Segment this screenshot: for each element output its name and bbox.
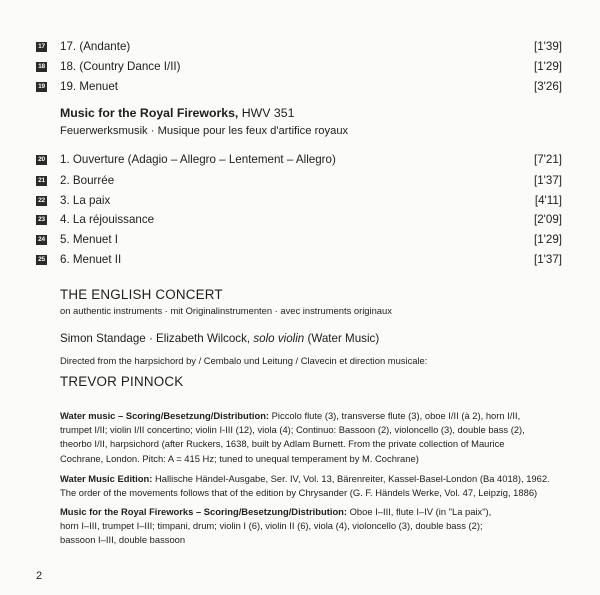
work-subtitle: Feuerwerksmusik · Musique pour les feux d'artifice royaux [60, 125, 349, 137]
track-number-badge: 20 [36, 155, 47, 165]
track-title: 4. La réjouissance [60, 213, 155, 226]
track-row [36, 192, 562, 210]
note-label: Water music – Scoring/Besetzung/Distribution: [60, 410, 270, 421]
direction-credit: Directed from the harpsichord by / Cembalo und Leitung / Clavecin et direction musicale: [60, 355, 428, 366]
track-number-badge: 23 [36, 215, 47, 225]
track-duration: [3'26] [534, 80, 562, 93]
track-title: 18. (Country Dance I/II) [60, 60, 181, 73]
note-line: bassoon I–III, double bassoon [60, 534, 186, 546]
note-text: Oboe I–III, flute I–IV (in "La paix"), [347, 506, 492, 517]
water-music-edition [60, 472, 560, 500]
track-title: 3. La paix [60, 194, 111, 207]
work-catalog-number: HWV 351 [241, 106, 295, 120]
track-title: 1. Ouverture (Adagio – Allegro – Lentement – Allegro) [60, 153, 336, 166]
track-title: 6. Menuet II [60, 253, 122, 266]
page-number: 2 [36, 570, 43, 582]
note-line: theorbo I/II, harpsichord (after Ruckers, 1638, built by Adlam Burnett. From the private collection of Maurice [60, 438, 505, 450]
track-row [36, 78, 562, 96]
track-duration: [4'11] [534, 194, 562, 207]
soloist-role: solo violin [253, 332, 305, 345]
note-text: Piccolo flute (3), transverse flute (3), oboe I/II (à 2), horn I/II, [269, 410, 521, 421]
track-title: 17. (Andante) [60, 40, 131, 53]
soloist-note: (Water Music) [304, 332, 380, 345]
track-row [36, 172, 562, 190]
track-number-badge: 22 [36, 196, 47, 206]
track-row [36, 251, 562, 269]
track-duration: [2'09] [534, 213, 562, 226]
track-duration: [1'37] [534, 253, 562, 266]
conductor-name: TREVOR PINNOCK [60, 374, 184, 389]
note-label: Water Music Edition: [60, 473, 153, 484]
note-line: horn I–III, trumpet I–III; timpani, drum; violin I (6), violin II (6), viola (4), violoncello (3), double bass (2); [60, 520, 483, 532]
track-duration: [1'39] [534, 40, 562, 53]
track-row [36, 151, 562, 169]
track-duration: [1'29] [534, 233, 562, 246]
note-line: The order of the movements follows that of the edition by Chrysander (G. F. Händels Werke, Vol. 47, Leipzig, 1886) [60, 487, 538, 499]
work-title [60, 104, 294, 122]
ensemble-subtitle: on authentic instruments · mit Originalinstrumenten · avec instruments originaux [60, 305, 392, 316]
ensemble-name: THE ENGLISH CONCERT [60, 287, 223, 302]
track-row [36, 211, 562, 229]
track-number-badge: 19 [36, 82, 47, 92]
note-line [60, 409, 560, 423]
note-line: trumpet I/II; violin I/II concertino; violin I-III (12), viola (4); Continuo: Bassoon (2), violoncello (3), double bass (2), [60, 424, 525, 436]
work-title-name: Music for the Royal Fireworks, [60, 106, 239, 120]
track-duration: [1'29] [534, 60, 562, 73]
track-duration: [7'21] [534, 153, 562, 166]
track-title: 2. Bourrée [60, 174, 115, 187]
water-music-scoring [60, 409, 560, 466]
note-text: Hallische Händel-Ausgabe, Ser. IV, Vol. 13, Bärenreiter, Kassel-Basel-London (Ba 4018), 1962. [152, 473, 550, 484]
note-line [60, 505, 560, 519]
track-number-badge: 18 [36, 62, 47, 72]
track-number-badge: 21 [36, 176, 47, 186]
track-number-badge: 17 [36, 42, 47, 52]
soloist-names: Simon Standage · Elizabeth Wilcock, [60, 332, 254, 345]
track-row [36, 231, 562, 249]
note-line: Cochrane, London. Pitch: A = 415 Hz; tuned to unequal temperament by M. Cochrane) [60, 452, 419, 464]
note-label: Music for the Royal Fireworks – Scoring/Besetzung/Distribution: [60, 506, 348, 517]
track-row [36, 58, 562, 76]
note-line [60, 472, 560, 486]
track-title: 19. Menuet [60, 80, 119, 93]
track-row [36, 38, 562, 56]
track-title: 5. Menuet I [60, 233, 119, 246]
track-duration: [1'37] [534, 174, 562, 187]
track-number-badge: 24 [36, 235, 47, 245]
fireworks-scoring [60, 505, 560, 548]
track-number-badge: 25 [36, 255, 47, 265]
soloists-line [60, 331, 379, 347]
